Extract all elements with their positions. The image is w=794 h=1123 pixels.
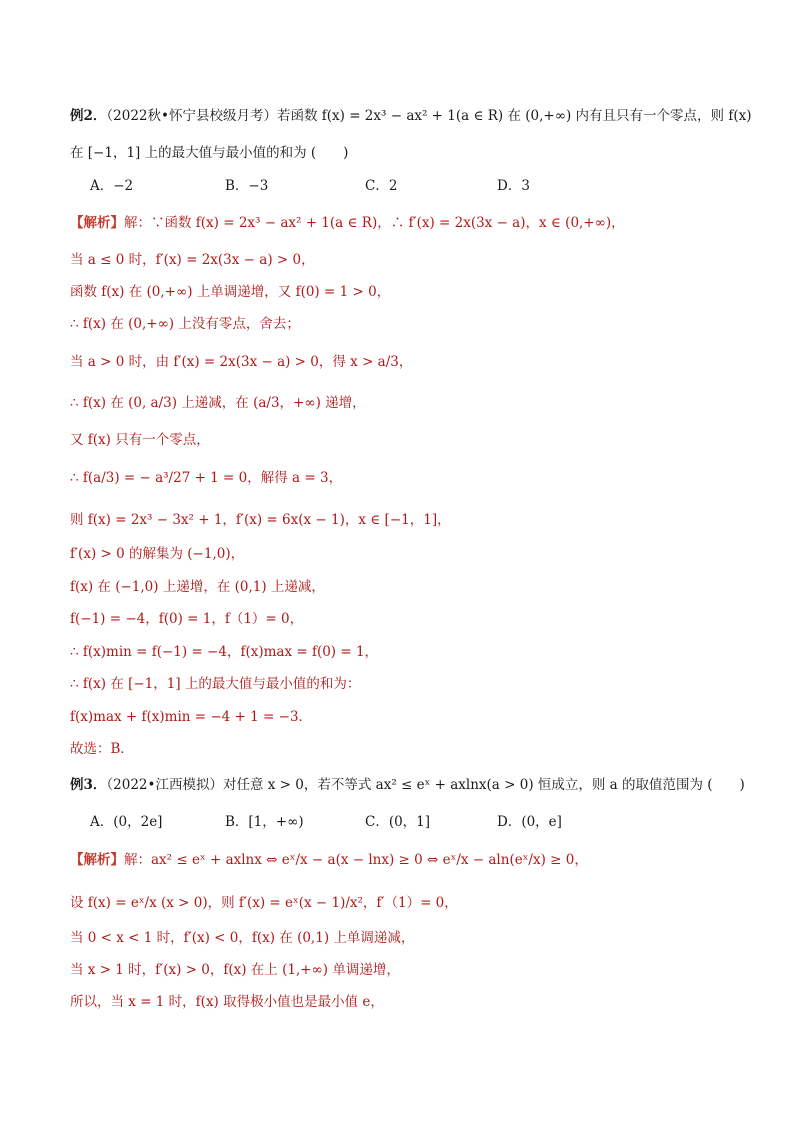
ex2-question-line-2: 在 [−1，1] 上的最大值与最小值的和为 ( )	[70, 145, 349, 161]
ex2-analysis-line-6: ∴ f(x) 在 (0, a/3) 上递减，在 (a/3，+∞) 递增，	[70, 395, 366, 411]
ex3-analysis-line-4: 当 x > 1 时，f′(x) > 0，f(x) 在上 (1,+∞) 单调递增，	[70, 962, 400, 978]
ex3-option-d: D．(0，e]	[497, 814, 562, 830]
ex2-analysis-line-2: 当 a ≤ 0 时，f′(x) = 2x(3x − a) > 0，	[70, 252, 315, 268]
ex2-analysis-line-7: 又 f(x) 只有一个零点，	[70, 432, 210, 448]
ex3-title: 例3．	[70, 777, 107, 793]
ex2-analysis-line-14: ∴ f(x) 在 [−1，1] 上的最大值与最小值的和为：	[70, 676, 361, 692]
ex2-analysis-line-1	[70, 211, 754, 235]
ex2-title: 例2．	[70, 108, 107, 124]
ex3-analysis-line-2: 设 f(x) = eˣ/x (x > 0)，则 f′(x) = eˣ(x − 1)/x²，f′（1）= 0，	[70, 895, 458, 911]
ex2-analysis-tag: 【解析】	[70, 215, 124, 231]
ex2-option-d: D．3	[497, 178, 530, 194]
ex2-option-c: C．2	[365, 178, 398, 194]
ex2-analysis-line-11: f(x) 在 (−1,0) 上递增，在 (0,1) 上递减，	[70, 579, 325, 595]
ex2-analysis-line-13: ∴ f(x)min = f(−1) = −4，f(x)max = f(0) = 1，	[70, 644, 379, 660]
ex3-analysis-line-3: 当 0 < x < 1 时，f′(x) < 0，f(x) 在 (0,1) 上单调递减，	[70, 930, 415, 946]
ex2-analysis-line-15: f(x)max + f(x)min = −4 + 1 = −3．	[70, 709, 313, 725]
ex3-analysis-text-1: 解：ax² ≤ eˣ + axlnx ⇔ eˣ/x − a(x − lnx) ≥ 0 ⇔ eˣ/x − aln(eˣ/x) ≥ 0，	[124, 852, 588, 868]
ex2-analysis-line-5: 当 a > 0 时，由 f′(x) = 2x(3x − a) > 0，得 x > a/3，	[70, 354, 413, 370]
ex3-option-c: C．(0，1]	[365, 814, 431, 830]
ex3-question-text-1: （2022•江西模拟）对任意 x > 0，若不等式 ax² ≤ eˣ + axlnx(a > 0) 恒成立，则 a 的取值范围为 ( )	[106, 777, 745, 793]
ex3-analysis-tag: 【解析】	[70, 852, 124, 868]
ex2-analysis-line-9: 则 f(x) = 2x³ − 3x² + 1，f′(x) = 6x(x − 1)，x ∈ [−1，1]，	[70, 512, 451, 528]
ex2-analysis-line-8: ∴ f(a/3) = − a³/27 + 1 = 0，解得 a = 3，	[70, 470, 343, 486]
ex2-analysis-line-10: f′(x) > 0 的解集为 (−1,0)，	[70, 546, 245, 562]
ex2-analysis-line-3: 函数 f(x) 在 (0,+∞) 上单调递增，又 f(0) = 1 > 0，	[70, 284, 391, 300]
ex3-analysis-line-1	[70, 848, 754, 872]
ex2-option-a: A．−2	[90, 178, 134, 194]
ex2-analysis-text-1: 解：∵函数 f(x) = 2x³ − ax² + 1(a ∈ R)，∴ f′(x) = 2x(3x − a)，x ∈ (0,+∞)，	[124, 215, 625, 231]
ex2-option-b: B．−3	[225, 178, 269, 194]
ex3-option-a: A．(0，2e]	[90, 814, 163, 830]
ex3-analysis-line-5: 所以，当 x = 1 时，f(x) 取得极小值也是最小值 e，	[70, 994, 384, 1010]
ex2-analysis-line-12: f(−1) = −4，f(0) = 1，f（1）= 0，	[70, 611, 304, 627]
ex3-option-b: B．[1，+∞)	[225, 814, 304, 830]
ex2-analysis-line-4: ∴ f(x) 在 (0,+∞) 上没有零点，舍去；	[70, 316, 300, 332]
ex3-question-line-1	[70, 773, 754, 797]
ex2-analysis-line-16: 故选：B．	[70, 741, 134, 757]
ex2-question-line-1	[70, 104, 754, 128]
ex2-question-text-1: （2022秋•怀宁县校级月考）若函数 f(x) = 2x³ − ax² + 1(a ∈ R) 在 (0,+∞) 内有且只有一个零点，则 f(x)	[106, 108, 752, 124]
